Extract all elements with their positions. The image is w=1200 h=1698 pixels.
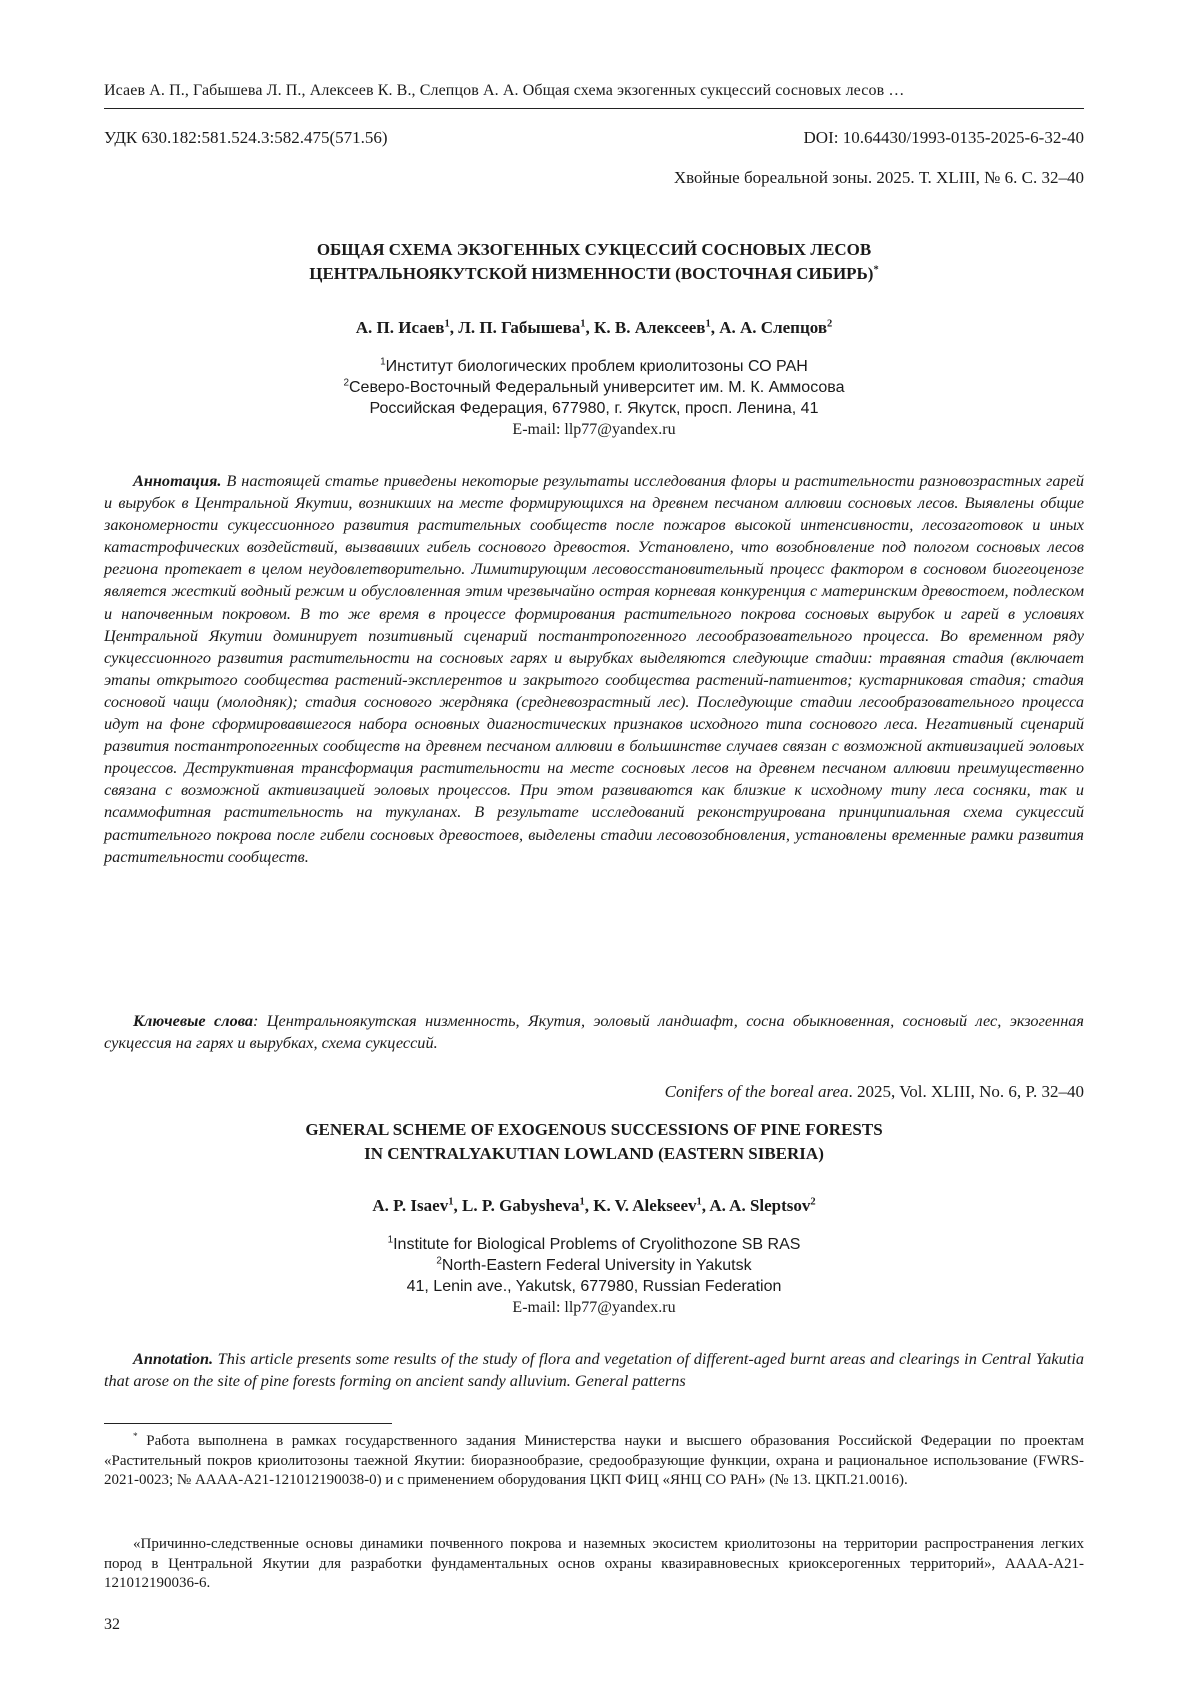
abstract-en — [104, 1348, 1084, 1392]
affiliation-text: Институт биологических проблем криолитозоны СО РАН — [385, 358, 808, 375]
journal-name-en: Conifers of the boreal area — [664, 1082, 849, 1101]
address: 41, Lenin ave., Yakutsk, 677980, Russian Federation — [406, 1278, 782, 1295]
author-name: L. P. Gabysheva — [461, 1196, 580, 1215]
email-link[interactable]: E-mail: llp77@yandex.ru — [512, 1299, 676, 1316]
affiliation-text: Северо-Восточный Федеральный университет им. М. К. Аммосова — [349, 379, 845, 396]
author-affil-sup: 1 — [696, 1196, 702, 1208]
affiliations-ru — [104, 356, 1084, 440]
author-sep: , — [701, 1196, 710, 1215]
author-sep: , — [449, 318, 459, 337]
address: Российская Федерация, 677980, г. Якутск, просп. Ленина, 41 — [369, 400, 819, 417]
affiliation-sup: 1 — [380, 356, 386, 368]
affiliation-2 — [104, 377, 1084, 398]
affiliation-text: Institute for Biological Problems of Cryolithozone SB RAS — [393, 1236, 801, 1253]
author-affil-sup: 1 — [580, 318, 586, 330]
author-name: К. В. Алексеев — [594, 318, 706, 337]
author-name: A. A. Sleptsov — [709, 1196, 811, 1215]
abstract-ru — [104, 470, 1084, 868]
author-affil-sup: 2 — [810, 1196, 816, 1208]
author-affil-sup: 2 — [827, 318, 833, 330]
title-ru-line2: ЦЕНТРАЛЬНОЯКУТСКОЙ НИЗМЕННОСТИ (ВОСТОЧНАЯ СИБИРЬ) — [309, 264, 874, 283]
affiliation-sup: 2 — [436, 1255, 442, 1267]
author-affil-sup: 1 — [705, 318, 711, 330]
running-head: Исаев А. П., Габышева Л. П., Алексеев К. В., Слепцов А. А. Общая схема экзогенных сукцессий сосновых лесов … — [104, 82, 905, 99]
doi-label: DOI: 10.64430/1993-0135-2025-6-32-40 — [803, 128, 1084, 147]
author-name: А. П. Исаев — [355, 318, 445, 337]
author-affil-sup: 1 — [579, 1196, 585, 1208]
author-sep: , — [585, 318, 595, 337]
authors-en — [104, 1196, 1084, 1216]
journal-citation-ru: Хвойные бореальной зоны. 2025. Т. XLIII, № 6. С. 32–40 — [673, 168, 1084, 187]
footnote-rule — [104, 1423, 392, 1424]
journal-rest-en: . 2025, Vol. XLIII, No. 6, P. 32–40 — [848, 1082, 1084, 1101]
title-ru-line1: ОБЩАЯ СХЕМА ЭКЗОГЕННЫХ СУКЦЕССИЙ СОСНОВЫХ ЛЕСОВ — [316, 240, 872, 259]
affiliation-2 — [104, 1255, 1084, 1276]
author-affil-sup: 1 — [448, 1196, 454, 1208]
author-name: K. V. Alekseev — [593, 1196, 697, 1215]
abstract-text: This article presents some results of the study of flora and vegetation of different-aged burnt areas and clearings in Central Yakutia that arose on the site of pine forests forming on ancient sandy alluvium. General patterns — [104, 1349, 1084, 1391]
keywords-text: : Центральноякутская низменность, Якутия, эоловый ландшафт, сосна обыкновенная, сосновый лес, экзогенная сукцессия на гарях и вырубках, схема сукцессий. — [104, 1011, 1084, 1053]
author-sep: , — [710, 318, 720, 337]
affiliation-1 — [104, 356, 1084, 377]
abstract-text: В настоящей статье приведены некоторые результаты исследования флоры и растительности разновозрастных гарей и вырубок в Центральной Якутии, возникших на месте формирующихся на древнем песчаном аллювии сосновых лесов. Выявлены общие закономерности сукцессионного развития растительных сообществ после пожаров высокой интенсивности, лесозаготовок и иных катастрофических воздействий, вызвавших гибель соснового древостоя. Установлено, что возобновление под пологом сосновых лесов региона протекает в целом неудовлетворительно. Лимитирующим лесовосстановительный процесс фактором в сосновом биогеоценозе является жесткий водный режим и обусловленная этим чрезвычайно острая корневая конкуренция с материнским древостоем, подлеском и напочвенным покровом. В то же время в процессе формирования растительного покрова сосновых вырубок и гарей в условиях Центральной Якутии доминирует позитивный сценарий постантропогенного лесообразовательного процесса. Во временном ряду сукцессионного развития растительности на сосновых гарях и вырубках выделяются следующие стадии: травяная стадия (включает этапы открытого сообщества растений-эксплерентов и закрытого сообщества растений-патиентов; кустарниковая стадия; стадия сосновой чащи (молодняк); стадия соснового жердняка (средневозрастный лес). Последующие стадии лесообразовательного процесса идут на фоне сформировавшегося набора основных диагностических признаков исходного типа соснового леса. Негативный сценарий развития постантропогенных сообществ на древнем песчаном аллювии в большинстве случаев связан с возможной активизацией эоловых процессов. Деструктивная трансформация растительности на месте сосновых лесов на древнем песчаном аллювии преимущественно связана с возможной активизацией эоловых процессов. При этом развиваются как близкие к исходному типу леса сосняки, так и псаммофитная растительность на тукуланах. В результате исследований реконструирована принципиальная схема сукцессий растительного покрова после гибели сосновых древостоев, выделены стадии лесовозобновления, установлены временные рамки развития растительности сообществ. — [104, 471, 1084, 866]
author-sep: , — [584, 1196, 594, 1215]
article-title-ru — [104, 238, 1084, 286]
author-name: Л. П. Габышева — [458, 318, 581, 337]
keywords-ru — [104, 1010, 1084, 1054]
journal-citation-en — [665, 1082, 1084, 1102]
header-rule — [104, 108, 1084, 109]
email-link[interactable]: E-mail: llp77@yandex.ru — [512, 421, 676, 438]
affiliation-sup: 2 — [343, 377, 349, 389]
footnote-2: «Причинно-следственные основы динамики почвенного покрова и наземных экосистем криолитозоны на территории распространения легких пород в Центральной Якутии для разработки фундаментальных основ охраны квазиравновесных криоксерогенных территорий», АААА-А21-121012190036-6. — [104, 1536, 1084, 1591]
footnote-mark: * — [133, 1432, 138, 1442]
udk-code: УДК 630.182:581.524.3:582.475(571.56) — [104, 128, 388, 147]
footnote-text: Работа выполнена в рамках государственного задания Министерства науки и высшего образования Российской Федерации по проектам «Растительный покров криолитозоны таежной Якутии: биоразнообразие, средообразующие функции, охрана и рациональное использование (FWRS-2021-0023; № АААА-А21-121012190038-0) и с применением оборудования ЦКП ФИЦ «ЯНЦ СО РАН» (№ 13. ЦКП.21.0016). — [104, 1433, 1084, 1488]
author-name: А. А. Слепцов — [719, 318, 827, 337]
authors-ru — [104, 318, 1084, 338]
author-sep: , — [453, 1196, 462, 1215]
abstract-label: Annotation. — [133, 1349, 214, 1368]
abstract-label: Аннотация. — [133, 471, 222, 490]
title-footnote-mark: * — [873, 264, 879, 276]
author-name: A. P. Isaev — [372, 1196, 449, 1215]
page-number: 32 — [104, 1616, 120, 1633]
affiliation-text: North-Eastern Federal University in Yakutsk — [441, 1257, 752, 1274]
title-en-line1: GENERAL SCHEME OF EXOGENOUS SUCCESSIONS OF PINE FORESTS — [305, 1120, 883, 1139]
keywords-label: Ключевые слова — [133, 1011, 254, 1030]
title-en-line2: IN CENTRALYAKUTIAN LOWLAND (EASTERN SIBERIA) — [364, 1144, 824, 1163]
affiliation-1 — [104, 1234, 1084, 1255]
author-affil-sup: 1 — [444, 318, 450, 330]
footnote-1 — [104, 1432, 1084, 1491]
affiliations-en — [104, 1234, 1084, 1318]
article-title-en — [104, 1118, 1084, 1166]
affiliation-sup: 1 — [387, 1234, 394, 1246]
